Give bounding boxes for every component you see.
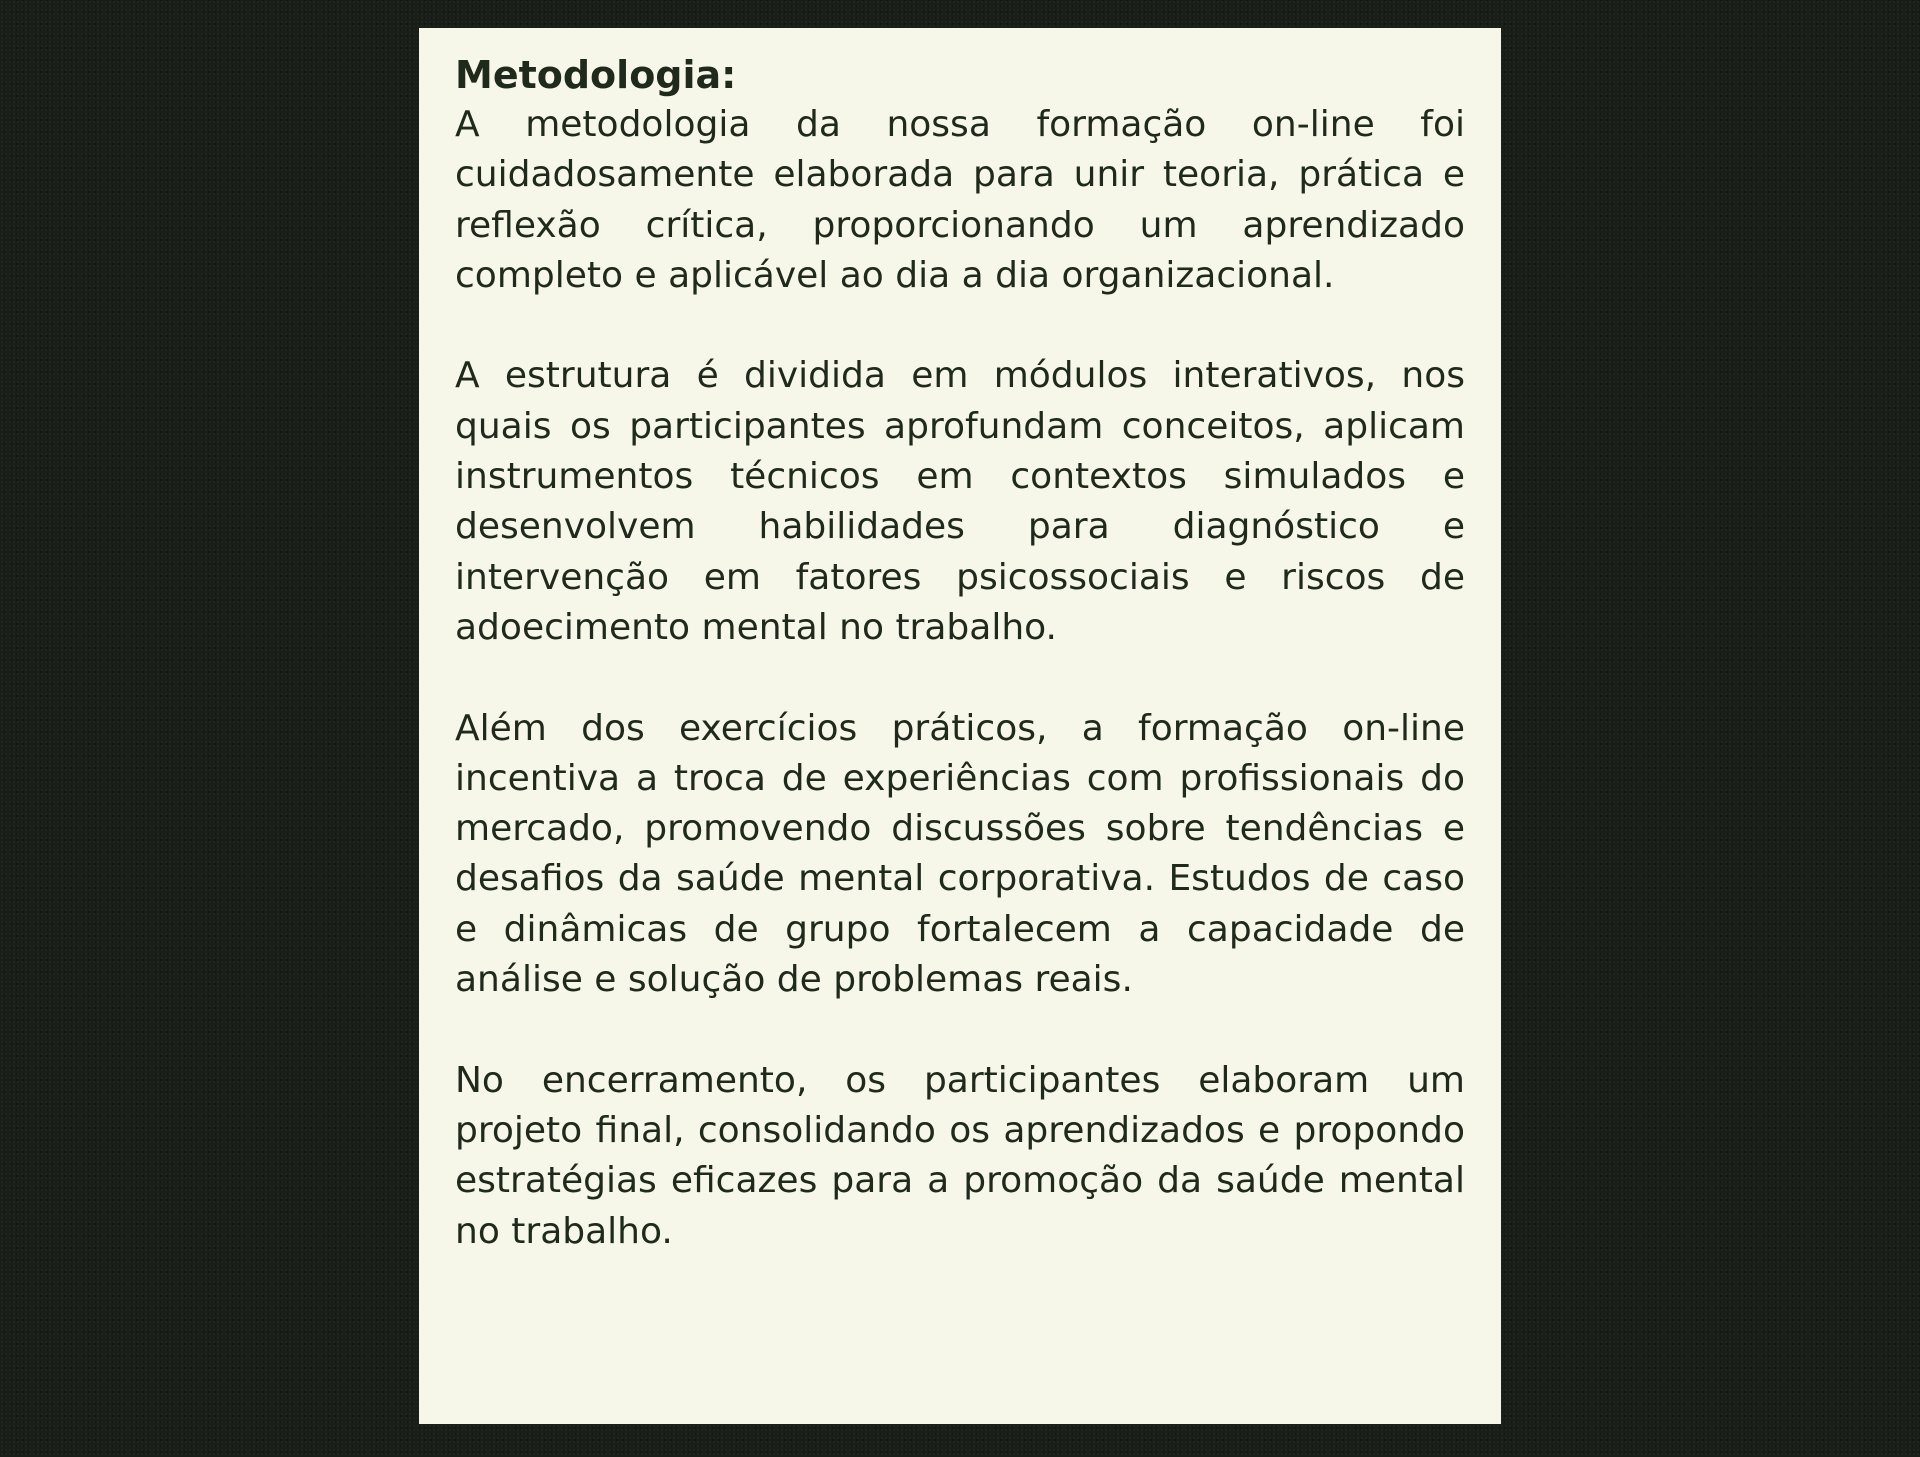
paragraph-spacer <box>455 653 1465 703</box>
paragraph-spacer <box>455 301 1465 351</box>
paragraph-closing: No encerramento, os participantes elaboram um projeto final, consolidando os aprendizados e propondo estratégias eficazes para a promoção da saúde mental no trabalho. <box>455 1059 1465 1252</box>
paragraph-spacer <box>455 1005 1465 1055</box>
content-panel <box>419 28 1501 1424</box>
paragraph-structure: A estrutura é dividida em módulos interativos, nos quais os participantes aprofundam conceitos, aplicam instrumentos técnicos em contextos simulados e desenvolvem habilidades para diagnóstico e intervenção em fatores psicossociais e riscos de adoecimento mental no trabalho. <box>455 355 1465 648</box>
paragraph-exercises: Além dos exercícios práticos, a formação on-line incentiva a troca de experiências com profissionais do mercado, promovendo discussões sobre tendências e desafios da saúde mental corporativa. Estudos de caso e dinâmicas de grupo fortalecem a capacidade de análise e solução de problemas reais. <box>455 707 1465 1001</box>
paragraph-intro: A metodologia da nossa formação on-line foi cuidadosamente elaborada para unir teoria, prática e reflexão crítica, proporcionando um aprendizado completo e aplicável ao dia a dia organizacional. <box>455 104 1465 296</box>
section-heading: Metodologia: <box>455 53 737 97</box>
